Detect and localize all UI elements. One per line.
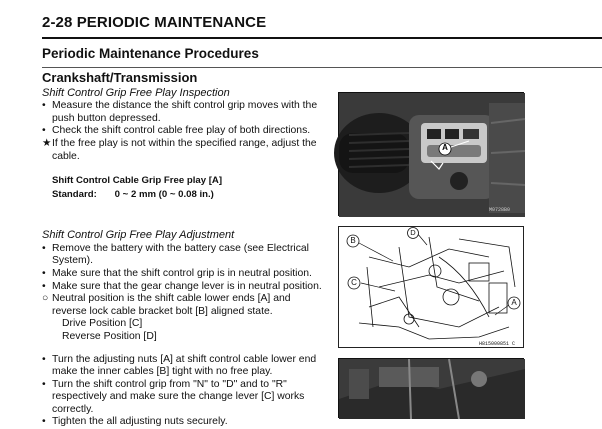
inspection-step <box>42 138 328 163</box>
bullet-mark: • <box>42 378 46 390</box>
page-title: 2-28 PERIODIC MAINTENANCE <box>42 14 267 31</box>
circle-mark: ○ <box>42 293 49 305</box>
spec-value: 0 ~ 2 mm (0 ~ 0.08 in.) <box>114 189 214 201</box>
step-text: Measure the distance the shift control grip moves with the push button depressed. <box>52 100 318 124</box>
figure-id: M0728B0 <box>489 207 511 213</box>
spec-label: Standard: <box>52 189 97 201</box>
bullet-mark: • <box>42 242 46 254</box>
figure-id: H815000851 C <box>479 341 516 347</box>
page-subtitle: Periodic Maintenance Procedures <box>42 46 259 61</box>
inspection-heading: Shift Control Grip Free Play Inspection <box>42 86 230 99</box>
adjustment-step <box>42 281 328 294</box>
spec-block <box>52 174 328 202</box>
adjustment-step <box>42 416 328 429</box>
callout-a: A <box>442 143 448 152</box>
spec-title: Shift Control Cable Grip Free play [A] <box>52 175 223 187</box>
adjusting-nuts-photo <box>338 358 524 418</box>
adjustment-step <box>42 379 328 417</box>
step-text: Turn the adjusting nuts [A] at shift control cable lower end make the inner cables [B] tight with no free play. <box>52 353 317 378</box>
star-mark: ★ <box>42 137 52 149</box>
header-rule <box>42 37 602 39</box>
bullet-mark: • <box>42 416 46 428</box>
section-heading: Crankshaft/Transmission <box>42 70 198 85</box>
inspection-step <box>42 125 328 138</box>
bullet-mark: • <box>42 125 46 137</box>
step-text: Neutral position is the shift cable lower ends [A] and reverse lock cable bracket bolt [B] aligned state. <box>52 293 291 317</box>
adjustment-note <box>42 293 328 318</box>
callout-d: D <box>410 228 416 237</box>
bullet-mark: • <box>42 100 46 112</box>
procedure-text <box>42 72 328 429</box>
adjustment-step <box>42 268 328 281</box>
spec-row <box>52 188 328 202</box>
bullet-mark: • <box>42 267 46 279</box>
step-text: Make sure that the gear change lever is in neutral position. <box>52 280 322 292</box>
step-text: Tighten the all adjusting nuts securely. <box>52 416 228 428</box>
page-header <box>42 12 602 70</box>
bullet-mark: • <box>42 280 46 292</box>
adjustment-step <box>42 243 328 268</box>
callout-a: A <box>511 298 517 307</box>
shift-grip-photo <box>338 92 524 216</box>
adjustment-step <box>42 354 328 379</box>
inspection-step <box>42 100 328 125</box>
callout-c: C <box>351 278 357 287</box>
drive-position: Drive Position [C] <box>62 318 143 330</box>
step-text: Make sure that the shift control grip is in neutral position. <box>52 267 312 279</box>
step-text: Turn the shift control grip from "N" to "D" and to "R" respectively and make sure the change lever [C] works correctly. <box>52 378 305 415</box>
step-text: Check the shift control cable free play of both directions. <box>52 125 311 137</box>
subtitle-rule <box>42 67 602 68</box>
callout-b: B <box>350 236 356 245</box>
step-text: Remove the battery with the battery case (see Electrical System). <box>52 242 309 267</box>
shift-cable-diagram <box>338 226 524 348</box>
step-text: If the free play is not within the specified range, adjust the cable. <box>52 137 317 162</box>
adjustment-heading: Shift Control Grip Free Play Adjustment <box>42 229 235 242</box>
bullet-mark: • <box>42 353 46 365</box>
reverse-position: Reverse Position [D] <box>62 330 157 342</box>
